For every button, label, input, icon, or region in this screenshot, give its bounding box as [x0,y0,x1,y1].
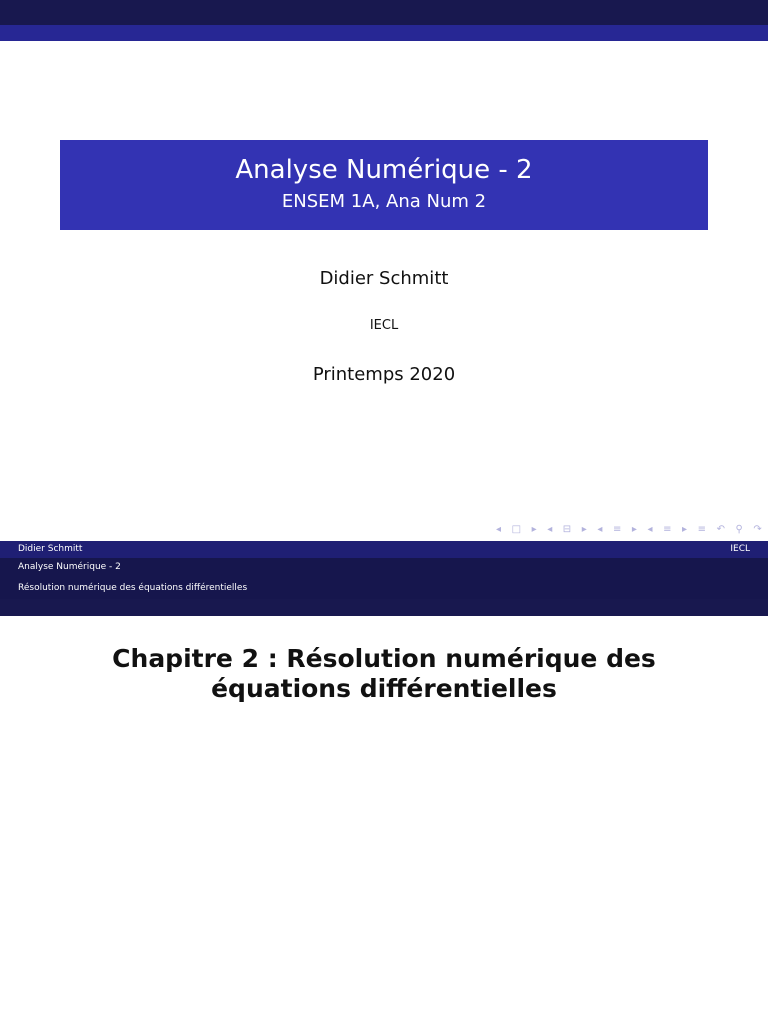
nav-subsubsection-icon[interactable]: ≡ [663,524,672,535]
header-bar-top [0,0,768,25]
nav-subsection-icon[interactable]: ⊟ [562,524,572,535]
presentation-subtitle: ENSEM 1A, Ana Num 2 [281,191,487,212]
nav-forward-icon[interactable]: ↷ [753,524,762,535]
nav-prev-frame-icon[interactable]: ◂ [496,524,502,535]
chapter-title-line1: Chapitre 2 : Résolution numérique des [112,644,656,673]
nav-prev-section-icon[interactable]: ◂ [597,524,603,535]
footer-institute: IECL [730,544,750,554]
chapter-title-line2: équations différentielles [211,674,557,703]
presentation-date: Printemps 2020 [312,364,456,385]
footer-author: Didier Schmitt [18,544,83,554]
beamer-navigation [496,522,762,538]
nav-back-icon[interactable]: ↶ [716,524,725,535]
nav-toc-icon[interactable]: ≡ [697,524,707,535]
presentation-title: Analyse Numérique - 2 [235,155,533,185]
nav-next-frame-icon[interactable]: ▸ [531,524,537,535]
chapter-title [60,644,708,704]
nav-prev-subsection-icon[interactable]: ◂ [547,524,553,535]
header-bar-bottom [0,25,768,41]
footer-title-row [0,558,768,577]
author-name: Didier Schmitt [319,268,449,289]
footer-title: Analyse Numérique - 2 [18,562,121,572]
footer-section-row [0,577,768,599]
institute: IECL [369,318,399,333]
title-block [60,140,708,230]
footer-author-row [0,541,768,558]
nav-frame-icon[interactable]: □ [511,524,522,535]
slide2-header-bar [0,599,768,616]
nav-next-subsubsection-icon[interactable]: ▸ [682,524,688,535]
nav-prev-subsubsection-icon[interactable]: ◂ [647,524,653,535]
footer-section: Résolution numérique des équations différentielles [18,583,248,593]
nav-section-icon[interactable]: ≡ [612,524,622,535]
nav-search-icon[interactable]: ⚲ [735,524,743,535]
nav-next-subsection-icon[interactable]: ▸ [581,524,587,535]
nav-next-section-icon[interactable]: ▸ [631,524,637,535]
